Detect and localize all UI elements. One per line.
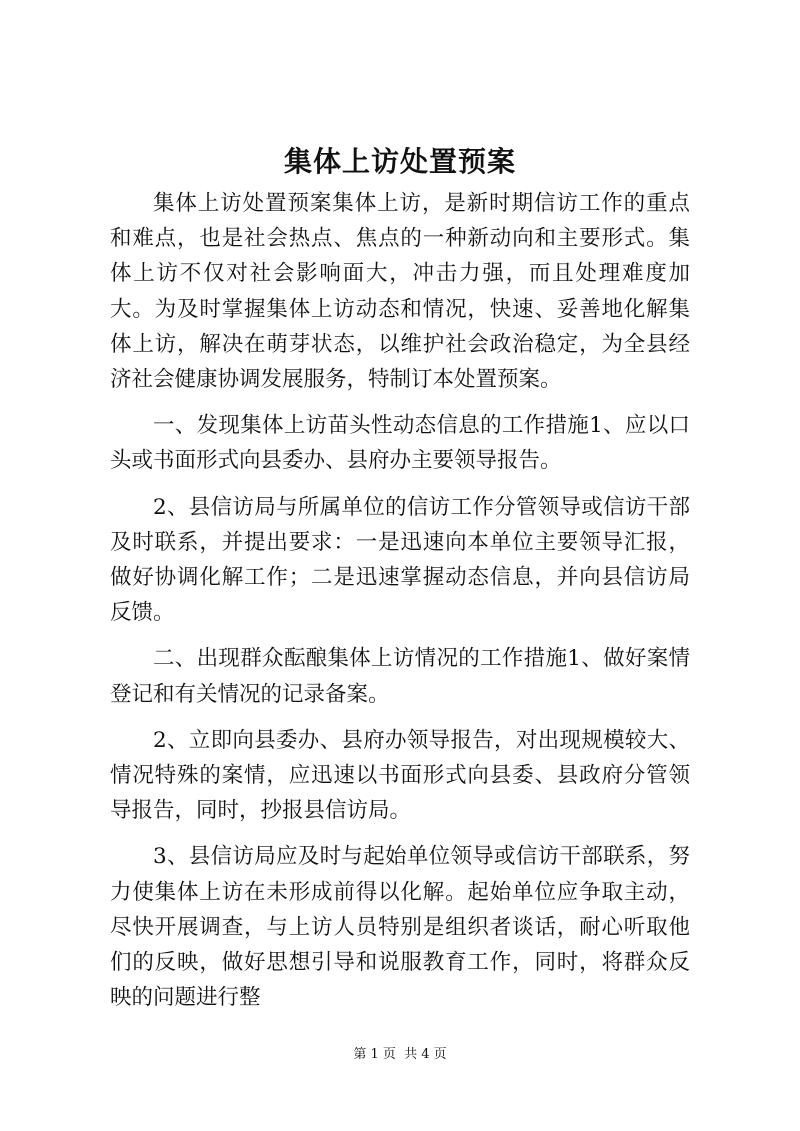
- paragraph-intro: 集体上访处置预案集体上访，是新时期信访工作的重点和难点，也是社会热点、焦点的一种新动向和主要形式。集体上访不仅对社会影响面大，冲击力强，而且处理难度加大。为及时掌握集体上访动态和情况，快速、妥善地化解集体上访，解决在萌芽状态，以维护社会政治稳定，为全县经济社会健康协调发展服务，特制订本处置预案。: [110, 191, 690, 393]
- page-number: 第 1 页: [353, 1047, 396, 1062]
- document-body: [110, 186, 690, 1015]
- paragraph-section-1-item-2: 2、县信访局与所属单位的信访工作分管领导或信访干部及时联系，并提出要求：一是迅速向本单位主要领导汇报，做好协调化解工作；二是迅速掌握动态信息，并向县信访局反馈。: [110, 494, 690, 626]
- paragraph-section-2-item-2: 2、立即向县委办、县府办领导报告，对出现规模较大、情况特殊的案情，应迅速以书面形式向县委、县政府分管领导报告，同时，抄报县信访局。: [110, 727, 690, 824]
- document-title: 集体上访处置预案: [283, 145, 516, 178]
- paragraph-section-2-item-3: 3、县信访局应及时与起始单位领导或信访干部联系，努力使集体上访在未形成前得以化解。起始单位应争取主动，尽快开展调查，与上访人员特别是组织者谈话，耐心听取他们的反映，做好思想引导和说服教育工作，同时，将群众反映的问题进行整: [110, 844, 690, 1011]
- page-footer: [0, 1046, 800, 1064]
- page-total: 共 4 页: [404, 1047, 447, 1062]
- paragraph-section-2: 二、出现群众酝酿集体上访情况的工作措施1、做好案情登记和有关情况的记录备案。: [110, 646, 690, 707]
- paragraph-section-1: 一、发现集体上访苗头性动态信息的工作措施1、应以口头或书面形式向县委办、县府办主要领导报告。: [110, 413, 690, 474]
